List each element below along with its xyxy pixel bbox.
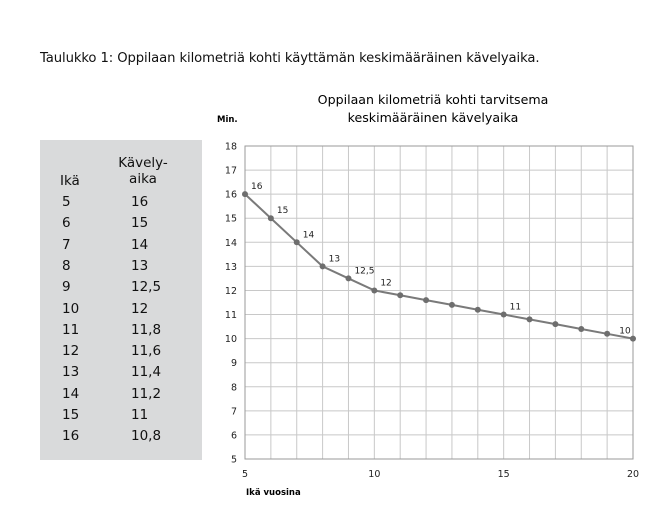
- y-tick-label: 18: [224, 141, 237, 153]
- y-tick-label: 10: [224, 334, 237, 346]
- data-label: 12,5: [354, 266, 375, 277]
- table-cell-age: 10: [62, 300, 80, 317]
- data-point: [423, 297, 429, 303]
- data-point: [268, 215, 274, 221]
- table-cell-time: 11,2: [131, 385, 162, 402]
- table-cell-time: 11,8: [131, 321, 162, 338]
- data-point: [397, 292, 403, 298]
- data-point: [449, 302, 455, 308]
- y-tick-label: 16: [224, 189, 237, 201]
- data-point: [604, 331, 610, 337]
- table-cell-time: 10,8: [131, 428, 162, 445]
- x-tick-labels: [242, 469, 639, 480]
- data-label: 12: [380, 278, 392, 289]
- data-point: [501, 312, 507, 318]
- data-label: 16: [251, 182, 263, 193]
- table-cell-time: 11,4: [131, 364, 162, 381]
- table-cell-age: 8: [62, 257, 71, 274]
- point-labels: [251, 182, 631, 336]
- data-point: [371, 287, 377, 293]
- table-cell-time: 14: [131, 236, 149, 253]
- data-point: [578, 326, 584, 332]
- table-cell-age: 7: [62, 236, 71, 253]
- data-label: 14: [302, 230, 315, 241]
- x-axis-label: Ikä vuosina: [246, 488, 301, 498]
- table-header-walking-time-line2: aika: [129, 171, 157, 187]
- y-axis-label: Min.: [217, 115, 238, 125]
- y-tick-label: 6: [230, 430, 237, 442]
- table-cell-age: 12: [62, 343, 80, 360]
- table-header-age: Ikä: [60, 173, 80, 189]
- table-cell-time: 15: [131, 215, 149, 232]
- x-tick-label: 10: [368, 469, 381, 480]
- y-tick-label: 14: [224, 237, 237, 249]
- table-header-walking-time-line1: Kävely-: [118, 155, 168, 171]
- y-tick-label: 11: [224, 310, 237, 322]
- table-cell-time: 13: [131, 257, 149, 274]
- table-cell-age: 9: [62, 279, 71, 296]
- data-point: [345, 275, 351, 281]
- table-cell-time: 16: [131, 194, 149, 210]
- table-caption: Taulukko 1: Oppilaan kilometriä kohti käyttämän keskimääräinen kävelyaika.: [40, 51, 540, 66]
- data-point: [294, 239, 300, 245]
- data-point: [320, 263, 326, 269]
- y-tick-label: 8: [230, 382, 237, 394]
- x-tick-label: 15: [497, 469, 510, 480]
- data-label: 11: [509, 302, 522, 313]
- y-tick-label: 12: [224, 285, 237, 297]
- data-point: [475, 307, 481, 313]
- data-label: 10: [619, 326, 631, 337]
- table-cell-time: 11,6: [131, 343, 162, 360]
- table-cell-age: 14: [62, 385, 80, 402]
- table-cell-age: 11: [62, 321, 80, 338]
- x-tick-label: 20: [626, 469, 640, 480]
- table-cell-time: 11: [131, 407, 149, 423]
- table-cell-time: 12: [131, 300, 149, 317]
- chart-title-line2: keskimääräinen kävelyaika: [347, 110, 519, 125]
- y-tick-label: 13: [224, 261, 237, 273]
- table-cell-age: 5: [62, 194, 71, 210]
- data-point: [630, 336, 636, 342]
- x-tick-label: 5: [241, 469, 249, 480]
- data-point: [242, 191, 248, 197]
- y-tick-label: 7: [230, 406, 237, 418]
- chart-title-line1: Oppilaan kilometriä kohti tarvitsema: [317, 92, 549, 107]
- table-cell-age: 13: [62, 364, 80, 381]
- data-point: [527, 316, 533, 322]
- y-tick-label: 17: [224, 165, 237, 177]
- y-tick-labels: [225, 142, 237, 466]
- y-tick-label: 5: [230, 454, 237, 466]
- data-label: 15: [276, 206, 289, 217]
- data-label: 13: [328, 254, 341, 265]
- data-point: [552, 321, 558, 327]
- table-cell-age: 15: [62, 407, 80, 423]
- table-cell-age: 16: [62, 428, 80, 445]
- table-cell-time: 12,5: [131, 279, 162, 296]
- table-cell-age: 6: [62, 215, 71, 232]
- y-tick-label: 15: [224, 213, 237, 225]
- y-tick-label: 9: [230, 358, 237, 370]
